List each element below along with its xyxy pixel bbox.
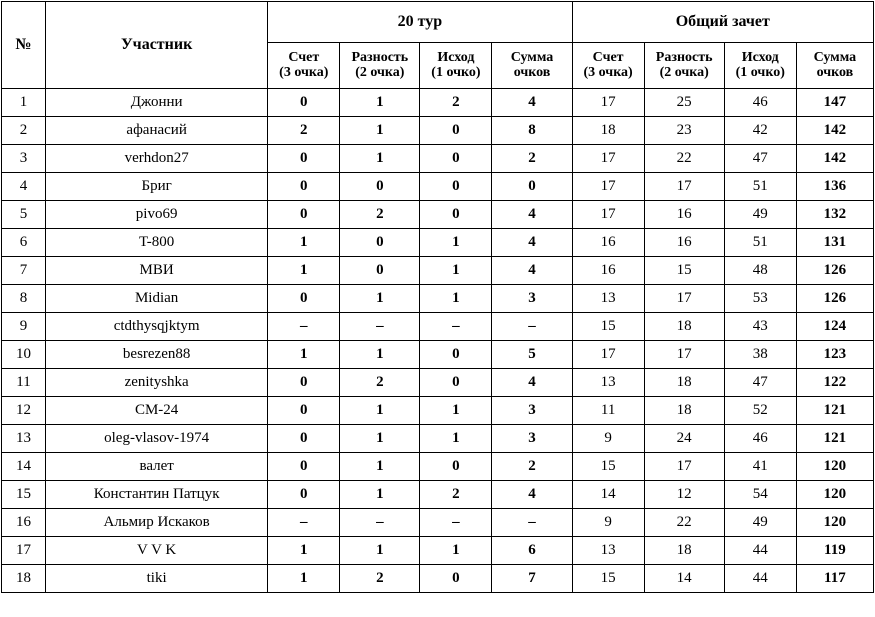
cell-round-diff: 2 xyxy=(340,565,420,593)
table-row xyxy=(2,117,874,145)
cell-round-diff: 1 xyxy=(340,117,420,145)
cell-total-score: 16 xyxy=(572,257,644,285)
header-total-outcome xyxy=(724,43,796,89)
cell-total-outcome: 46 xyxy=(724,425,796,453)
table-row xyxy=(2,341,874,369)
cell-total-score: 11 xyxy=(572,397,644,425)
cell-total-diff: 16 xyxy=(644,229,724,257)
cell-round-score: – xyxy=(268,313,340,341)
cell-participant: валет xyxy=(46,453,268,481)
cell-total-score: 13 xyxy=(572,537,644,565)
cell-total-outcome: 52 xyxy=(724,397,796,425)
cell-total-diff: 25 xyxy=(644,89,724,117)
cell-round-outcome: 1 xyxy=(420,537,492,565)
cell-round-outcome: 1 xyxy=(420,425,492,453)
cell-total-sum: 121 xyxy=(796,425,873,453)
cell-total-sum: 126 xyxy=(796,285,873,313)
table-row xyxy=(2,369,874,397)
header-round-diff xyxy=(340,43,420,89)
header-round-score-points: (3 очка) xyxy=(279,64,329,80)
cell-participant: СМ-24 xyxy=(46,397,268,425)
cell-total-diff: 22 xyxy=(644,145,724,173)
cell-round-outcome: 1 xyxy=(420,397,492,425)
cell-round-sum: 3 xyxy=(492,285,572,313)
table-row xyxy=(2,229,874,257)
cell-participant: Бриг xyxy=(46,173,268,201)
cell-total-outcome: 47 xyxy=(724,145,796,173)
cell-round-diff: – xyxy=(340,509,420,537)
cell-rank: 10 xyxy=(2,341,46,369)
table-body xyxy=(2,89,874,593)
cell-total-score: 17 xyxy=(572,201,644,229)
cell-total-diff: 17 xyxy=(644,453,724,481)
cell-total-diff: 17 xyxy=(644,285,724,313)
cell-round-sum: – xyxy=(492,313,572,341)
cell-round-outcome: 2 xyxy=(420,89,492,117)
cell-round-sum: 3 xyxy=(492,425,572,453)
cell-total-score: 15 xyxy=(572,453,644,481)
cell-round-diff: 1 xyxy=(340,453,420,481)
cell-round-outcome: 0 xyxy=(420,173,492,201)
cell-total-outcome: 38 xyxy=(724,341,796,369)
header-round-sum-points: очков xyxy=(513,64,551,80)
cell-total-diff: 18 xyxy=(644,537,724,565)
cell-round-diff: 0 xyxy=(340,229,420,257)
cell-round-score: 1 xyxy=(268,537,340,565)
cell-participant: zenityshka xyxy=(46,369,268,397)
cell-total-score: 17 xyxy=(572,341,644,369)
cell-total-sum: 117 xyxy=(796,565,873,593)
cell-rank: 9 xyxy=(2,313,46,341)
cell-round-sum: 2 xyxy=(492,145,572,173)
table-row xyxy=(2,425,874,453)
header-participant: Участник xyxy=(46,2,268,89)
cell-participant: МВИ xyxy=(46,257,268,285)
cell-total-outcome: 46 xyxy=(724,89,796,117)
cell-total-outcome: 51 xyxy=(724,229,796,257)
header-round-outcome xyxy=(420,43,492,89)
cell-total-outcome: 49 xyxy=(724,201,796,229)
cell-round-outcome: 0 xyxy=(420,453,492,481)
cell-total-outcome: 53 xyxy=(724,285,796,313)
cell-round-outcome: – xyxy=(420,313,492,341)
cell-round-diff: 1 xyxy=(340,341,420,369)
cell-round-outcome: 0 xyxy=(420,117,492,145)
cell-participant: T-800 xyxy=(46,229,268,257)
cell-round-score: 1 xyxy=(268,257,340,285)
cell-rank: 7 xyxy=(2,257,46,285)
header-round-sum-label: Сумма xyxy=(510,49,554,65)
header-round-score-label: Счет xyxy=(288,49,320,65)
header-row-groups xyxy=(2,2,874,43)
cell-total-sum: 121 xyxy=(796,397,873,425)
cell-round-outcome: 1 xyxy=(420,229,492,257)
cell-participant: tiki xyxy=(46,565,268,593)
cell-total-sum: 142 xyxy=(796,117,873,145)
cell-total-score: 17 xyxy=(572,173,644,201)
cell-round-sum: – xyxy=(492,509,572,537)
cell-total-diff: 15 xyxy=(644,257,724,285)
cell-total-outcome: 43 xyxy=(724,313,796,341)
cell-round-outcome: 1 xyxy=(420,257,492,285)
cell-total-sum: 126 xyxy=(796,257,873,285)
cell-round-sum: 8 xyxy=(492,117,572,145)
cell-rank: 14 xyxy=(2,453,46,481)
cell-total-diff: 14 xyxy=(644,565,724,593)
cell-participant: афанасий xyxy=(46,117,268,145)
header-total-group: Общий зачет xyxy=(572,2,873,43)
cell-participant: oleg-vlasov-1974 xyxy=(46,425,268,453)
header-total-sum xyxy=(796,43,873,89)
header-round-sum xyxy=(492,43,572,89)
cell-rank: 17 xyxy=(2,537,46,565)
cell-round-outcome: 0 xyxy=(420,565,492,593)
cell-round-score: 1 xyxy=(268,341,340,369)
header-total-score-label: Счет xyxy=(592,49,624,65)
cell-round-score: 0 xyxy=(268,201,340,229)
cell-total-sum: 136 xyxy=(796,173,873,201)
cell-round-sum: 4 xyxy=(492,257,572,285)
cell-round-diff: 1 xyxy=(340,89,420,117)
cell-total-sum: 142 xyxy=(796,145,873,173)
cell-total-outcome: 44 xyxy=(724,537,796,565)
cell-round-sum: 6 xyxy=(492,537,572,565)
cell-total-score: 15 xyxy=(572,565,644,593)
cell-participant: ctdthysqjktym xyxy=(46,313,268,341)
cell-round-diff: 1 xyxy=(340,425,420,453)
table-row xyxy=(2,257,874,285)
cell-rank: 2 xyxy=(2,117,46,145)
cell-rank: 4 xyxy=(2,173,46,201)
table-row xyxy=(2,565,874,593)
standings-sheet xyxy=(0,1,875,617)
table-row xyxy=(2,537,874,565)
cell-rank: 13 xyxy=(2,425,46,453)
cell-round-outcome: 0 xyxy=(420,369,492,397)
cell-round-score: 0 xyxy=(268,173,340,201)
header-total-sum-label: Сумма xyxy=(813,49,857,65)
cell-rank: 8 xyxy=(2,285,46,313)
cell-total-diff: 16 xyxy=(644,201,724,229)
cell-round-sum: 4 xyxy=(492,369,572,397)
cell-total-diff: 18 xyxy=(644,313,724,341)
table-row xyxy=(2,397,874,425)
header-total-diff xyxy=(644,43,724,89)
cell-round-sum: 5 xyxy=(492,341,572,369)
cell-total-sum: 120 xyxy=(796,481,873,509)
cell-round-sum: 0 xyxy=(492,173,572,201)
cell-round-sum: 4 xyxy=(492,481,572,509)
table-row xyxy=(2,313,874,341)
header-total-sum-points: очков xyxy=(816,64,854,80)
cell-total-outcome: 49 xyxy=(724,509,796,537)
header-round-diff-label: Разность xyxy=(351,49,409,65)
header-round-score xyxy=(268,43,340,89)
cell-round-outcome: 0 xyxy=(420,341,492,369)
table-row xyxy=(2,481,874,509)
cell-total-sum: 119 xyxy=(796,537,873,565)
table-row xyxy=(2,509,874,537)
cell-round-diff: 1 xyxy=(340,145,420,173)
cell-round-sum: 4 xyxy=(492,201,572,229)
table-row xyxy=(2,201,874,229)
cell-round-score: 2 xyxy=(268,117,340,145)
cell-round-outcome: 0 xyxy=(420,201,492,229)
cell-total-diff: 22 xyxy=(644,509,724,537)
cell-total-sum: 131 xyxy=(796,229,873,257)
cell-total-sum: 132 xyxy=(796,201,873,229)
header-total-diff-points: (2 очка) xyxy=(659,64,709,80)
cell-round-score: 0 xyxy=(268,89,340,117)
cell-round-diff: 2 xyxy=(340,369,420,397)
cell-round-diff: 0 xyxy=(340,257,420,285)
cell-participant: V V K xyxy=(46,537,268,565)
header-total-score xyxy=(572,43,644,89)
cell-total-outcome: 44 xyxy=(724,565,796,593)
cell-total-diff: 24 xyxy=(644,425,724,453)
cell-total-sum: 147 xyxy=(796,89,873,117)
cell-total-sum: 120 xyxy=(796,509,873,537)
cell-total-sum: 123 xyxy=(796,341,873,369)
cell-total-score: 14 xyxy=(572,481,644,509)
cell-total-diff: 23 xyxy=(644,117,724,145)
header-round-outcome-points: (1 очко) xyxy=(431,64,481,80)
cell-total-diff: 17 xyxy=(644,173,724,201)
cell-total-score: 13 xyxy=(572,285,644,313)
cell-round-outcome: 0 xyxy=(420,145,492,173)
cell-total-score: 17 xyxy=(572,89,644,117)
cell-total-outcome: 47 xyxy=(724,369,796,397)
cell-rank: 18 xyxy=(2,565,46,593)
cell-round-diff: 0 xyxy=(340,173,420,201)
cell-total-diff: 18 xyxy=(644,369,724,397)
cell-total-score: 18 xyxy=(572,117,644,145)
cell-round-outcome: – xyxy=(420,509,492,537)
header-rank: № xyxy=(2,2,46,89)
cell-participant: verhdon27 xyxy=(46,145,268,173)
cell-total-score: 9 xyxy=(572,425,644,453)
cell-round-score: 0 xyxy=(268,481,340,509)
cell-total-score: 17 xyxy=(572,145,644,173)
cell-round-diff: – xyxy=(340,313,420,341)
cell-total-diff: 17 xyxy=(644,341,724,369)
cell-total-score: 13 xyxy=(572,369,644,397)
cell-round-diff: 2 xyxy=(340,201,420,229)
cell-round-sum: 3 xyxy=(492,397,572,425)
header-round-diff-points: (2 очка) xyxy=(355,64,405,80)
cell-total-diff: 18 xyxy=(644,397,724,425)
cell-round-sum: 4 xyxy=(492,89,572,117)
cell-round-score: 0 xyxy=(268,369,340,397)
cell-participant: Midian xyxy=(46,285,268,313)
cell-rank: 5 xyxy=(2,201,46,229)
cell-round-score: 0 xyxy=(268,397,340,425)
cell-participant: besrezen88 xyxy=(46,341,268,369)
cell-round-outcome: 2 xyxy=(420,481,492,509)
header-total-score-points: (3 очка) xyxy=(583,64,633,80)
cell-round-sum: 4 xyxy=(492,229,572,257)
cell-round-score: 1 xyxy=(268,229,340,257)
table-row xyxy=(2,453,874,481)
cell-round-score: 0 xyxy=(268,285,340,313)
table-row xyxy=(2,89,874,117)
cell-participant: Джонни xyxy=(46,89,268,117)
cell-participant: Альмир Искаков xyxy=(46,509,268,537)
cell-round-diff: 1 xyxy=(340,537,420,565)
cell-rank: 3 xyxy=(2,145,46,173)
cell-rank: 6 xyxy=(2,229,46,257)
header-total-diff-label: Разность xyxy=(655,49,713,65)
header-round-outcome-label: Исход xyxy=(437,49,475,65)
cell-total-sum: 122 xyxy=(796,369,873,397)
cell-round-score: 1 xyxy=(268,565,340,593)
cell-round-score: – xyxy=(268,509,340,537)
cell-participant: Константин Патцук xyxy=(46,481,268,509)
standings-table xyxy=(1,1,874,593)
cell-total-sum: 120 xyxy=(796,453,873,481)
cell-total-outcome: 41 xyxy=(724,453,796,481)
header-total-outcome-label: Исход xyxy=(741,49,779,65)
cell-rank: 15 xyxy=(2,481,46,509)
cell-total-outcome: 42 xyxy=(724,117,796,145)
cell-round-score: 0 xyxy=(268,453,340,481)
cell-total-outcome: 54 xyxy=(724,481,796,509)
header-total-outcome-points: (1 очко) xyxy=(735,64,785,80)
cell-rank: 12 xyxy=(2,397,46,425)
cell-round-score: 0 xyxy=(268,145,340,173)
cell-rank: 11 xyxy=(2,369,46,397)
cell-round-diff: 1 xyxy=(340,285,420,313)
cell-total-outcome: 51 xyxy=(724,173,796,201)
cell-round-diff: 1 xyxy=(340,481,420,509)
cell-total-outcome: 48 xyxy=(724,257,796,285)
table-row xyxy=(2,285,874,313)
cell-total-score: 9 xyxy=(572,509,644,537)
cell-round-outcome: 1 xyxy=(420,285,492,313)
header-round-group: 20 тур xyxy=(268,2,572,43)
cell-total-sum: 124 xyxy=(796,313,873,341)
cell-round-diff: 1 xyxy=(340,397,420,425)
cell-total-diff: 12 xyxy=(644,481,724,509)
cell-total-score: 16 xyxy=(572,229,644,257)
cell-rank: 16 xyxy=(2,509,46,537)
cell-round-sum: 2 xyxy=(492,453,572,481)
cell-round-score: 0 xyxy=(268,425,340,453)
cell-participant: pivo69 xyxy=(46,201,268,229)
table-row xyxy=(2,145,874,173)
table-header xyxy=(2,2,874,89)
cell-rank: 1 xyxy=(2,89,46,117)
cell-total-score: 15 xyxy=(572,313,644,341)
table-row xyxy=(2,173,874,201)
cell-round-sum: 7 xyxy=(492,565,572,593)
